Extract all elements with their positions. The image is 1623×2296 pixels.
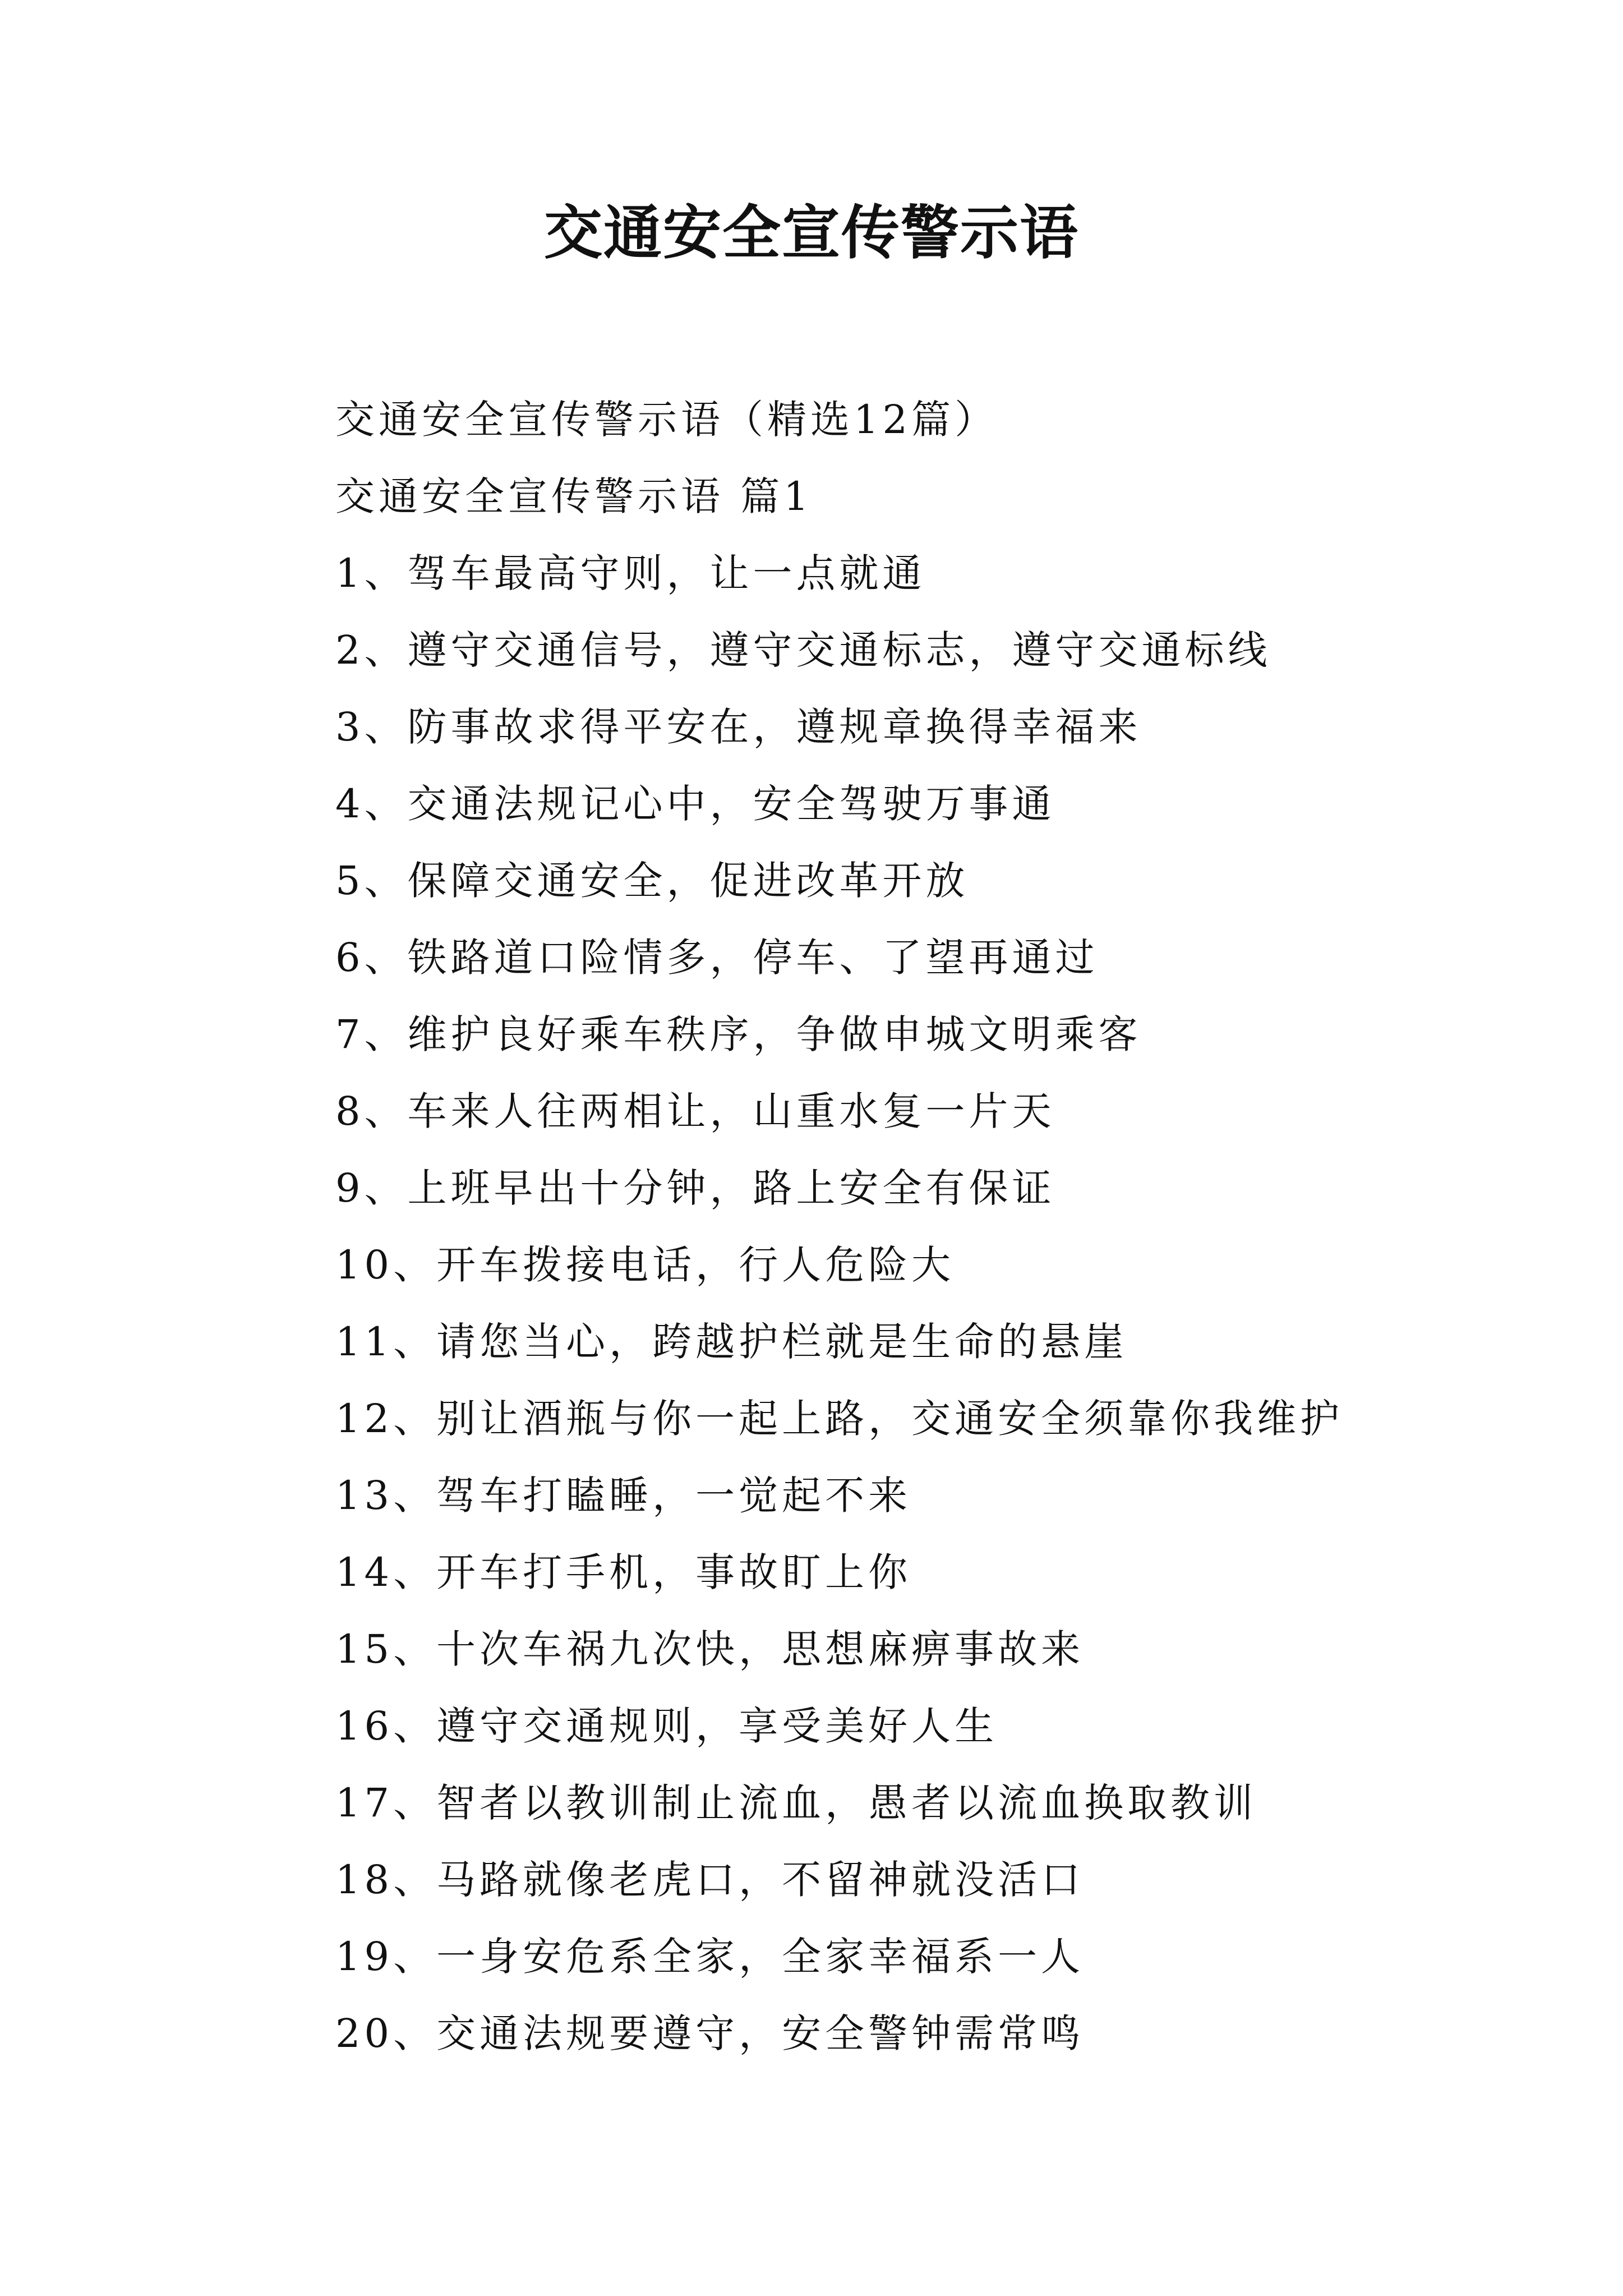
slogan-item: 17、智者以教训制止流血，愚者以流血换取教训 bbox=[335, 1780, 1257, 1826]
intro-line: 交通安全宣传警示语（精选12篇） bbox=[335, 397, 998, 443]
slogan-item: 16、遵守交通规则，享受美好人生 bbox=[335, 1703, 998, 1749]
slogan-item: 5、保障交通安全，促进改革开放 bbox=[335, 858, 969, 904]
slogan-item: 19、一身安危系全家，全家幸福系一人 bbox=[335, 1934, 1085, 1980]
slogan-item: 4、交通法规记心中，安全驾驶万事通 bbox=[335, 781, 1055, 827]
slogan-item: 3、防事故求得平安在，遵规章换得幸福来 bbox=[335, 704, 1142, 750]
slogan-item: 10、开车拨接电话，行人危险大 bbox=[335, 1242, 955, 1288]
section-heading: 交通安全宣传警示语 篇1 bbox=[335, 473, 813, 519]
slogan-item: 9、上班早出十分钟，路上安全有保证 bbox=[335, 1165, 1055, 1211]
slogan-item: 7、维护良好乘车秩序，争做申城文明乘客 bbox=[335, 1011, 1142, 1057]
document-title: 交通安全宣传警示语 bbox=[543, 198, 1079, 267]
slogan-item: 14、开车打手机，事故盯上你 bbox=[335, 1549, 912, 1595]
slogan-item: 20、交通法规要遵守，安全警钟需常鸣 bbox=[335, 2010, 1085, 2056]
slogan-item: 6、铁路道口险情多，停车、了望再通过 bbox=[335, 935, 1099, 981]
slogan-item: 13、驾车打瞌睡，一觉起不来 bbox=[335, 1473, 912, 1519]
slogan-item: 8、车来人往两相让，山重水复一片天 bbox=[335, 1088, 1055, 1134]
slogan-item: 12、别让酒瓶与你一起上路，交通安全须靠你我维护 bbox=[335, 1396, 1344, 1442]
slogan-item: 1、驾车最高守则，让一点就通 bbox=[335, 550, 926, 596]
document-body bbox=[335, 381, 1485, 2072]
slogan-item: 18、马路就像老虎口，不留神就没活口 bbox=[335, 1857, 1085, 1903]
slogan-item: 2、遵守交通信号，遵守交通标志，遵守交通标线 bbox=[335, 627, 1271, 673]
slogan-item: 15、十次车祸九次快，思想麻痹事故来 bbox=[335, 1626, 1085, 1672]
slogan-item: 11、请您当心，跨越护栏就是生命的悬崖 bbox=[335, 1319, 1128, 1365]
